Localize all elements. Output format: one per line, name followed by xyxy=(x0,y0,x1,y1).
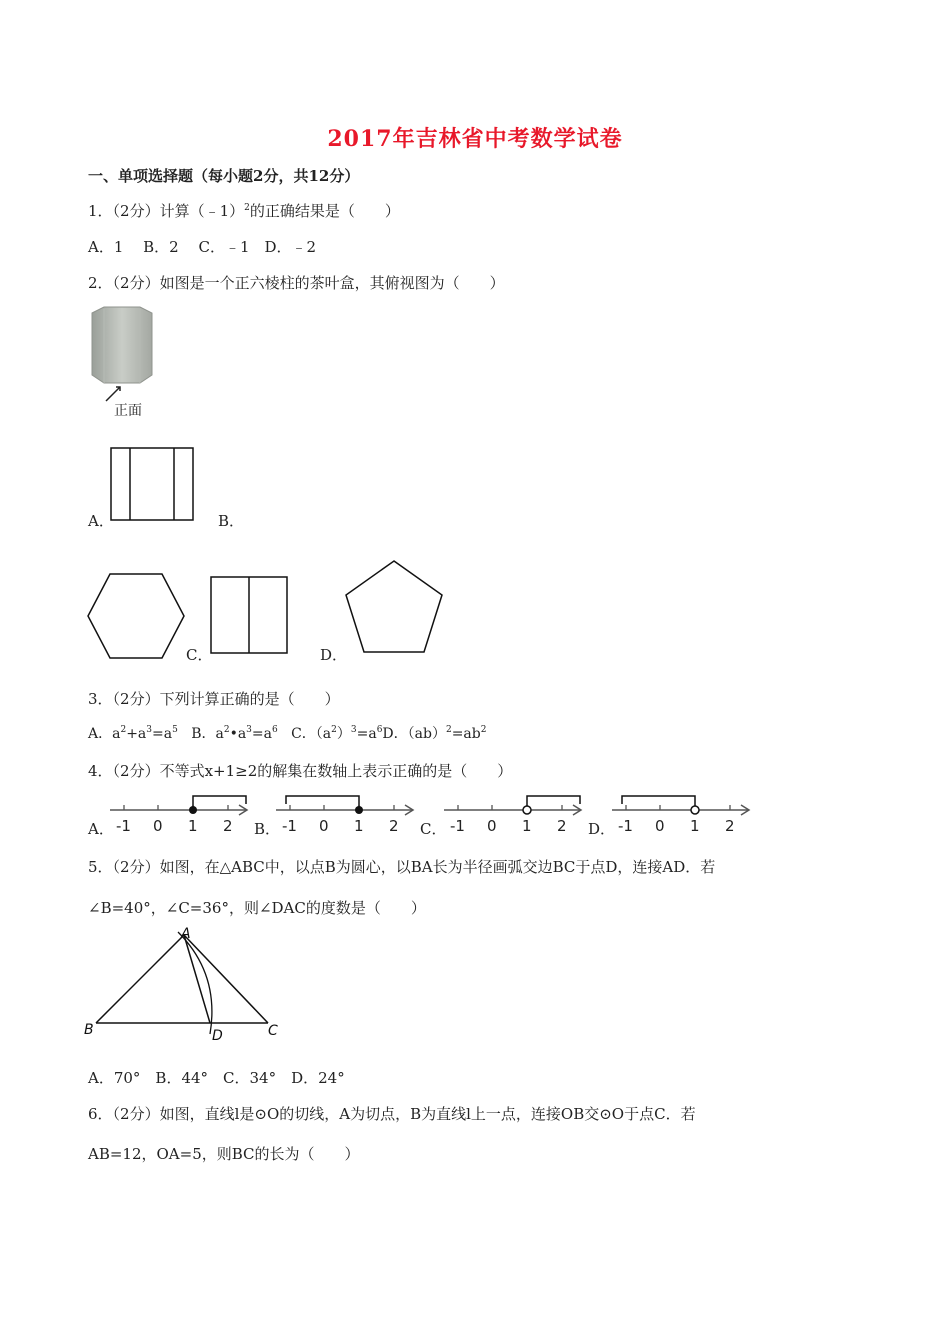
numberline-c xyxy=(442,790,587,836)
tick-label: 2 xyxy=(725,817,735,835)
option-a-label: A． xyxy=(88,512,114,530)
tick-label: 2 xyxy=(389,817,399,835)
front-label: 正面 xyxy=(114,403,142,419)
question-5-options: A．70° B．44° C．34° D．24° xyxy=(88,1069,345,1087)
tick-label: -1 xyxy=(618,817,633,835)
tick-label: 1 xyxy=(690,817,700,835)
question-2-stem: 2．（2分）如图是一个正六棱柱的茶叶盒，其俯视图为（ ） xyxy=(88,274,505,292)
point-a-label: A xyxy=(181,926,191,942)
tick-label: 1 xyxy=(188,817,198,835)
pentagon-figure xyxy=(342,558,446,656)
tea-box-photo xyxy=(86,305,158,420)
page-title: 2017年吉林省中考数学试卷 xyxy=(327,126,623,152)
section-heading: 一、单项选择题（每小题2分，共12分） xyxy=(88,167,360,185)
numberline-b-label: B． xyxy=(254,820,281,838)
option-b-label: B． xyxy=(218,512,245,530)
tick-label: 2 xyxy=(223,817,233,835)
tick-label: 1 xyxy=(522,817,532,835)
tick-label: 0 xyxy=(153,817,163,835)
numberline-b xyxy=(274,790,419,836)
point-b-label: B xyxy=(84,1022,94,1038)
numberline-c-label: C． xyxy=(420,820,447,838)
tick-label: -1 xyxy=(116,817,131,835)
tick-label: 0 xyxy=(655,817,665,835)
tick-label: 1 xyxy=(354,817,364,835)
hexagon-figure xyxy=(84,570,188,662)
question-1-stem: 1．（2分）计算（﹣1）$^2$的正确结果是（ ） xyxy=(88,202,400,220)
question-3-stem: 3．（2分）下列计算正确的是（ ） xyxy=(88,690,340,708)
point-d-label: D xyxy=(212,1028,223,1044)
option-a-figure xyxy=(108,446,196,524)
numberline-a-label: A． xyxy=(88,820,114,838)
numberline-a xyxy=(108,790,253,836)
tick-label: 0 xyxy=(487,817,497,835)
question-6-stem-line1: 6．（2分）如图，直线l是⊙O的切线，A为切点，B为直线l上一点，连接OB交⊙O于点C．若 xyxy=(88,1105,696,1123)
question-6-stem-line2: AB=12，OA=5，则BC的长为（ ） xyxy=(88,1145,360,1163)
option-c-label: C． xyxy=(186,646,213,664)
option-c-figure xyxy=(208,574,292,658)
point-c-label: C xyxy=(268,1023,278,1039)
tick-label: 0 xyxy=(319,817,329,835)
option-d-label: D． xyxy=(320,646,348,664)
tick-label: -1 xyxy=(450,817,465,835)
tick-label: -1 xyxy=(282,817,297,835)
question-5-stem-line1: 5．（2分）如图，在△ABC中，以点B为圆心，以BA长为半径画弧交边BC于点D，连接AD．若 xyxy=(88,858,716,876)
question-5-stem-line2: ∠B=40°，∠C=36°，则∠DAC的度数是（ ） xyxy=(88,899,426,917)
question-3-options: A．$a^2+a^3=a^5$ B．$a^2•a^3=a^6$ C．$(a^2)^3=a^6D$．$(ab)^2=ab^2$ xyxy=(88,725,487,742)
question-4-stem: 4．（2分）不等式x+1≥2的解集在数轴上表示正确的是（ ） xyxy=(88,762,513,780)
triangle-figure xyxy=(84,924,284,1046)
question-1-options: A．1 B．2 C．﹣1 D．﹣2 xyxy=(88,238,317,256)
tick-label: 2 xyxy=(557,817,567,835)
numberline-d xyxy=(610,790,755,836)
numberline-d-label: D． xyxy=(588,820,616,838)
